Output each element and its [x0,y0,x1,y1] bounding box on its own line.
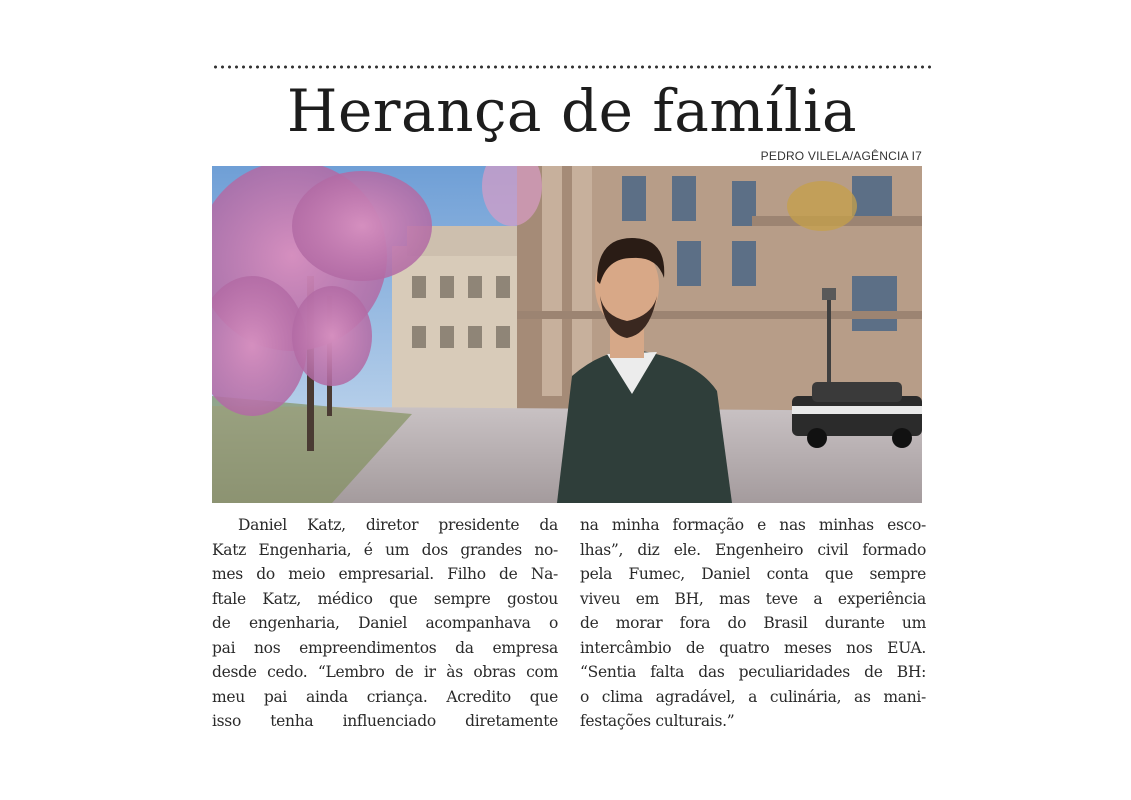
body-line: pai nos empreendimentos da empresa [212,638,558,657]
body-line: meu pai ainda criança. Acredito que [212,687,558,706]
body-line: isso tenha influenciado diretamente [212,712,558,730]
body-line: lhas”, diz ele. Engenheiro civil formado [580,540,926,559]
body-line: ftale Katz, médico que sempre gostou [212,589,558,608]
article-title: Herança de família [286,77,858,145]
body-line: pela Fumec, Daniel conta que sempre [580,565,926,583]
body-line: festações culturais.” [580,712,735,730]
body-line: viveu em BH, mas teve a experiência [580,589,926,608]
photo-credit: PEDRO VILELA/AGÊNCIA I7 [760,149,922,163]
street-scene-illustration [212,166,922,503]
article-column-1 [212,513,558,734]
body-line: o clima agradável, a culinária, as mani- [580,687,926,706]
body-line: Daniel Katz, diretor presidente da [238,516,558,534]
body-line: desde cedo. “Lembro de ir às obras com [212,663,558,681]
body-line: Katz Engenharia, é um dos grandes no- [212,540,558,559]
body-line: “Sentia falta das peculiaridades de BH: [580,663,926,681]
body-line: mes do meio empresarial. Filho de Na- [212,565,558,583]
body-line: de morar fora do Brasil durante um [580,614,926,632]
article-photo [212,166,922,503]
body-line: intercâmbio de quatro meses nos EUA. [580,638,926,657]
article-column-2 [580,513,926,734]
dotted-rule [212,64,932,70]
body-line: de engenharia, Daniel acompanhava o [212,614,558,632]
body-line: na minha formação e nas minhas esco- [580,516,926,534]
